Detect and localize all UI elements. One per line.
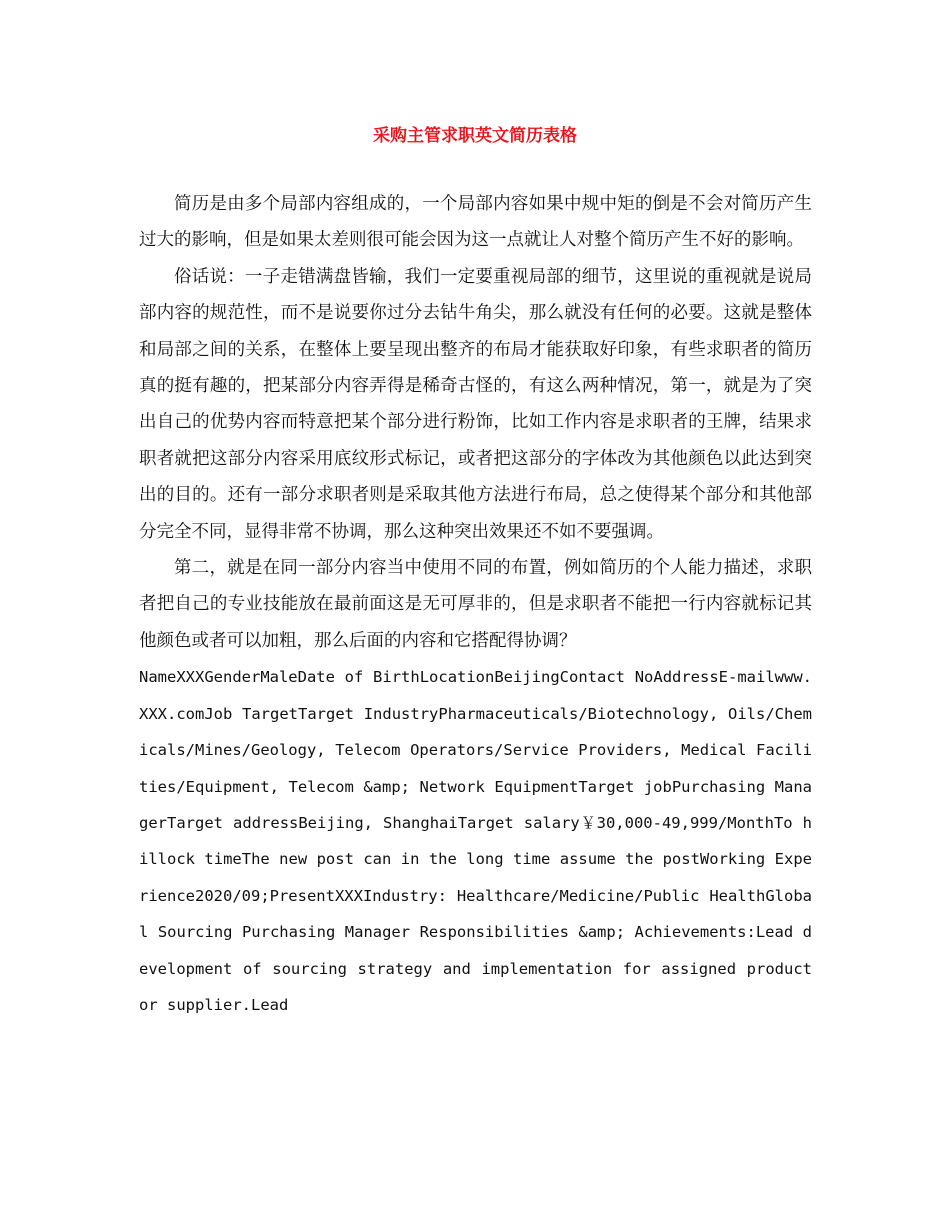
document-title: 采购主管求职英文简历表格 [373, 126, 577, 146]
resume-text: NameXXXGenderMaleDate of BirthLocationBeijingContact NoAddressE-mailwww.XXX.comJob TargetTarget IndustryPharmaceuticals/Biotechnology, Oils/Chemicals/Mines/Geology, Telecom Operators/Service Providers, Medical Facilities/Equipment, Telecom &amp; Network EquipmentTarget jobPurchasing ManagerTarget addressBeijing, ShanghaiTarget salary￥30,000-49,999/MonthTo hillock timeThe new post can in the long time assume the postWorking Experience2020/09;PresentXXXIndustry: Healthcare/Medicine/Public HealthGlobal Sourcing Purchasing Manager Responsibilities &amp; Achievements:Lead development of sourcing strategy and implementation for assigned product or supplier.Lead [139, 668, 812, 1014]
paragraph-intro: 简历是由多个局部内容组成的，一个局部内容如果中规中矩的倒是不会对简历产生过大的影响，但是如果太差则很可能会因为这一点就让人对整个简历产生不好的影响。 [139, 194, 812, 251]
paragraph-proverb: 俗话说：一子走错满盘皆输，我们一定要重视局部的细节，这里说的重视就是说局部内容的规范性，而不是说要你过分去钻牛角尖，那么就没有任何的必要。这就是整体和局部之间的关系，在整体上要呈现出整齐的布局才能获取好印象，有些求职者的简历真的挺有趣的，把某部分内容弄得是稀奇古怪的，有这么两种情况，第一，就是为了突出自己的优势内容而特意把某个部分进行粉饰，比如工作内容是求职者的王牌，结果求职者就把这部分内容采用底纹形式标记，或者把这部分的字体改为其他颜色以此达到突出的目的。还有一部分求职者则是采取其他方法进行布局，总之使得某个部分和其他部分完全不同，显得非常不协调，那么这种突出效果还不如不要强调。 [139, 266, 812, 542]
document-body [139, 186, 812, 1023]
paragraph-second-case: 第二，就是在同一部分内容当中使用不同的布置，例如简历的个人能力描述，求职者把自己的专业技能放在最前面这是无可厚非的，但是求职者不能把一行内容就标记其他颜色或者可以加粗，那么后面的内容和它搭配得协调？ [139, 558, 812, 651]
